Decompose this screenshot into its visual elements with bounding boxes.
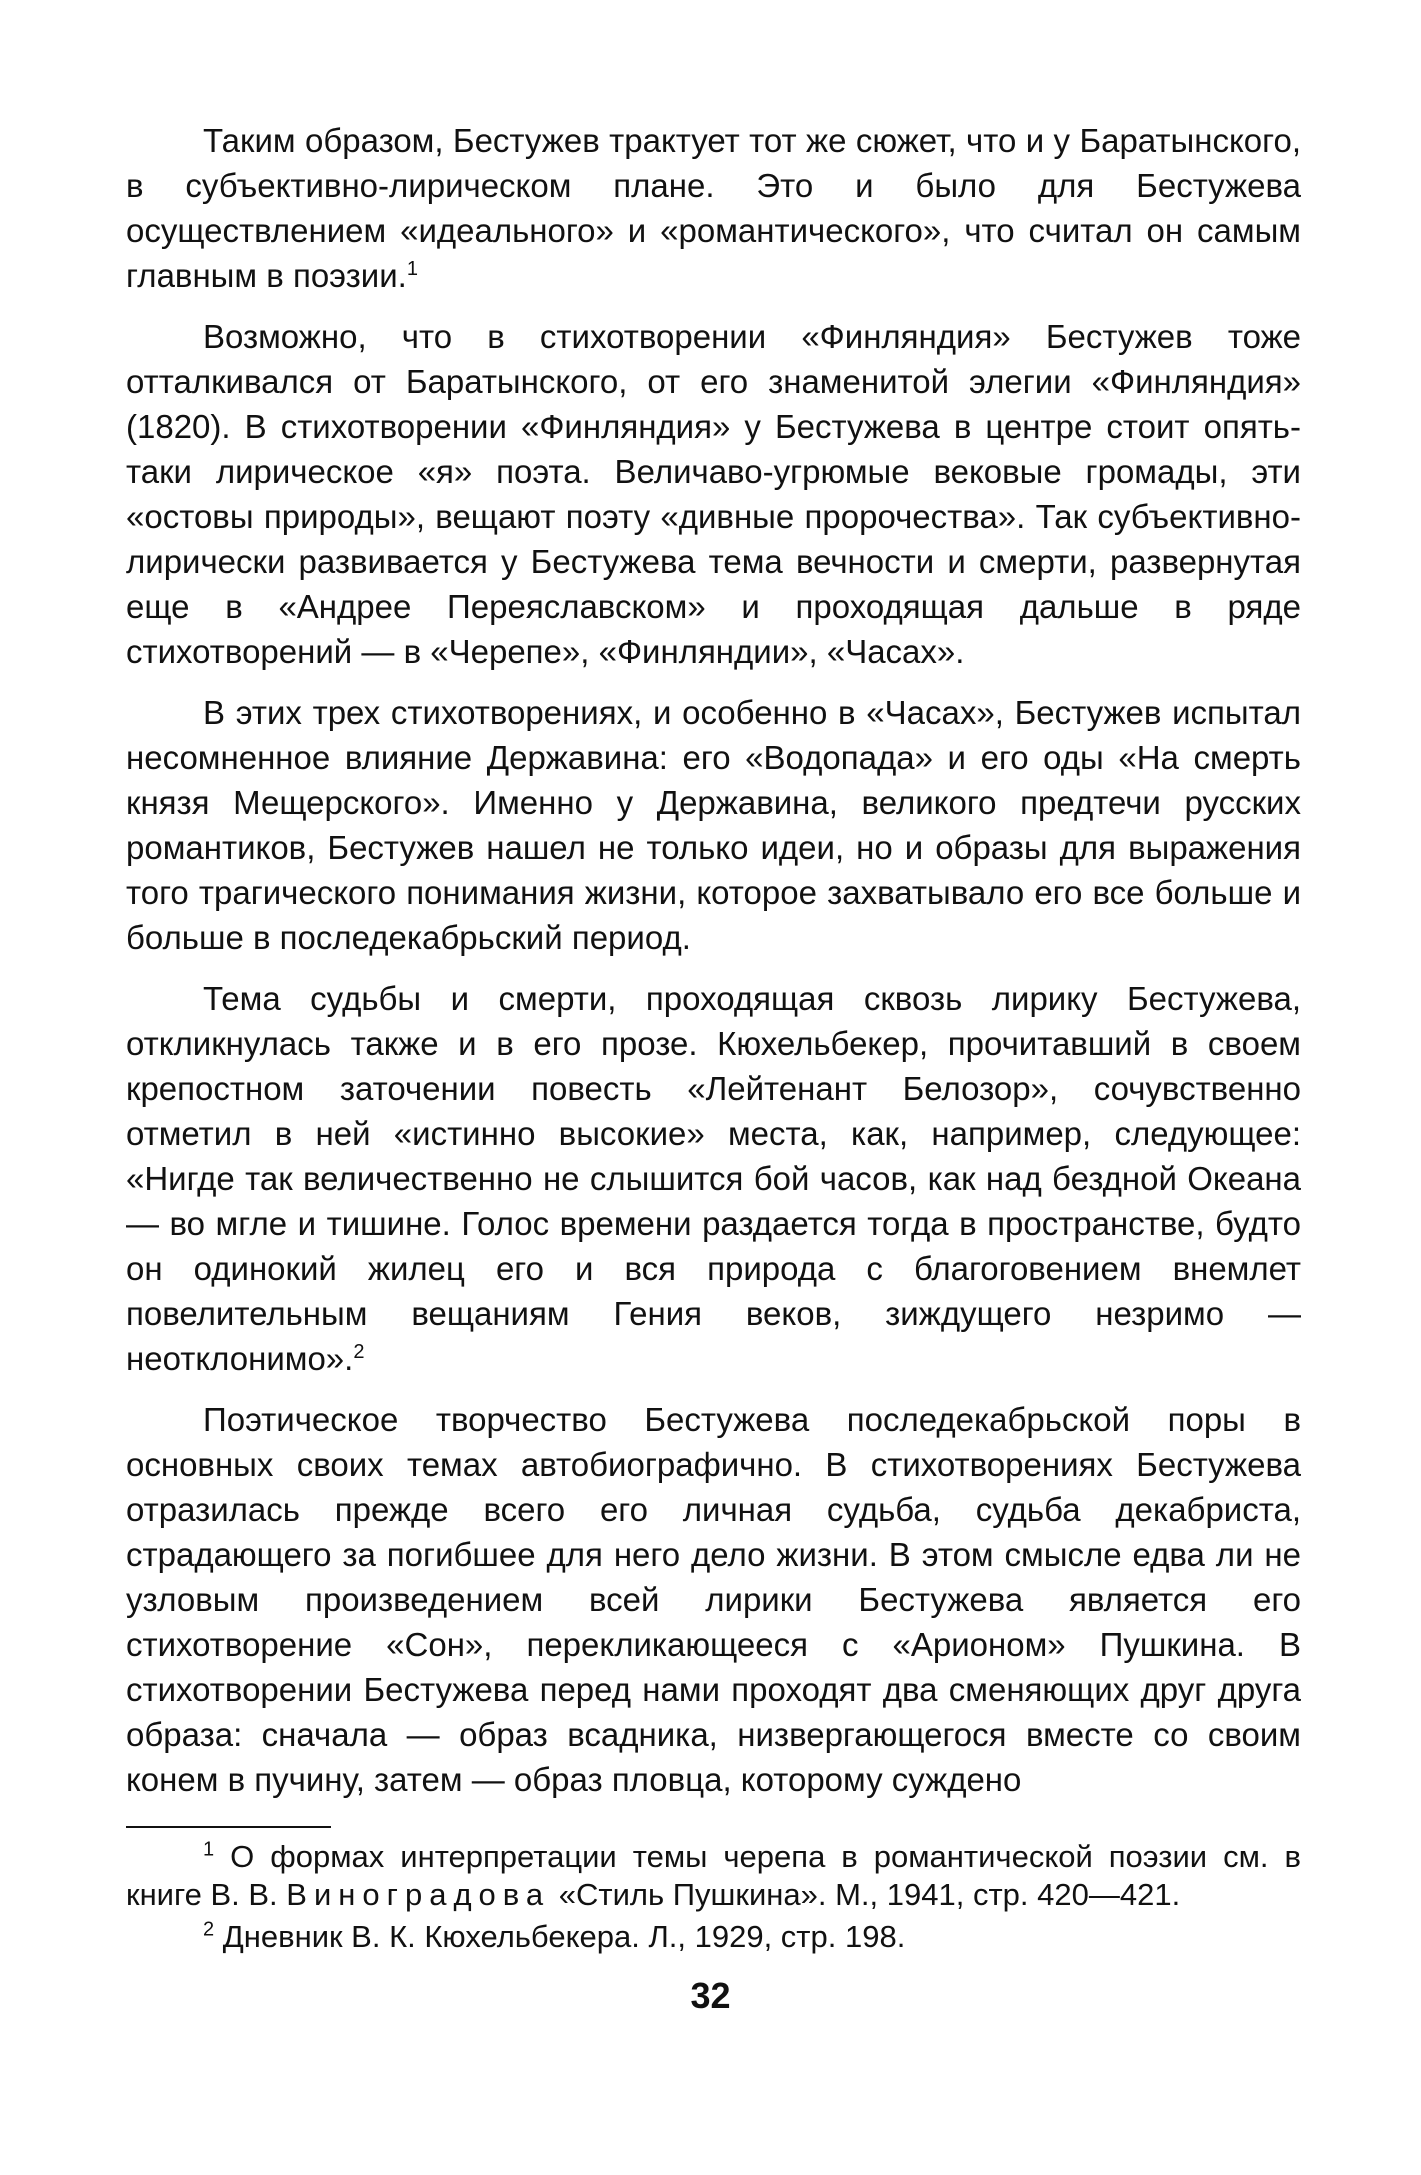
footnote: $^2$ Дневник В. К. Кюхельбекера. Л., 1929, стр. 198. xyxy=(203,1918,906,1954)
paragraph: В этих трех стихотворениях, и особенно в «Часах», Бестужев испытал несомненное влияние Державина: его «Водопада» и его оды «На смерть князя Мещерского». Именно у Державина, великого предтечи русских романтиков, Бестужев нашел не только идеи, но и образы для выражения того трагического понимания жизни, которое захватывало его все больше и больше в последекабрьский период. xyxy=(126,694,1301,956)
spaced-author-name: Виноградова xyxy=(286,1877,551,1912)
paragraph: Возможно, что в стихотворении «Финляндия» Бестужев тоже отталкивался от Баратынского, от его знаменитой элегии «Финляндия» (1820). В стихотворении «Финляндия» у Бестужева в центре стоит опять-таки лирическое «я» поэта. Величаво-угрюмые вековые громады, эти «остовы природы», вещают поэту «дивные пророчества». Так субъективно-лирически развивается у Бестужева тема вечности и смерти, развернутая еще в «Андрее Переяславском» и проходящая дальше в ряде стихотворений — в «Черепе», «Финляндии», «Часах». xyxy=(126,318,1301,670)
footnote-mark: 2 xyxy=(203,1918,215,1941)
footnotes xyxy=(126,1838,1301,1960)
footnote: $^1$ О формах интерпретации темы черепа в романтической поэзии см. в книге В. В. Виноградова «Стиль Пушкина». М., 1941, стр. 420—421. xyxy=(126,1838,1301,1912)
page-number: 32 xyxy=(690,1975,731,2016)
footnote-ref: 1 xyxy=(406,258,418,280)
paragraph: Таким образом, Бестужев трактует тот же сюжет, что и у Баратынского, в субъективно-лирическом плане. Это и было для Бестужева осуществлением «идеального» и «романтического», что считал он самым главным в поэзии.$^1$ xyxy=(126,122,1301,294)
footnote-mark: 1 xyxy=(203,1838,215,1861)
body-text xyxy=(126,118,1301,1818)
footnote-ref: 2 xyxy=(353,1341,365,1363)
paragraph: Тема судьбы и смерти, проходящая сквозь лирику Бестужева, откликнулась также и в его прозе. Кюхельбекер, прочитавший в своем крепостном заточении повесть «Лейтенант Белозор», сочувственно отметил в ней «истинно высокие» места, как, например, следующее: «Нигде так величественно не слышится бой часов, как над бездной Океана — во мгле и тишине. Голос времени раздается тогда в пространстве, будто он одинокий жилец его и вся природа с благоговением внемлет повелительным вещаниям Гения веков, зиждущего незримо — неотклонимо».$^2$ xyxy=(126,980,1301,1377)
footnote-divider xyxy=(126,1826,331,1828)
paragraph: Поэтическое творчество Бестужева последекабрьской поры в основных своих темах автобиографично. В стихотворениях Бестужева отразилась прежде всего его личная судьба, судьба декабриста, страдающего за погибшее для него дело жизни. В этом смысле едва ли не узловым произведением всей лирики Бестужева является его стихотворение «Сон», перекликающееся с «Арионом» Пушкина. В стихотворении Бестужева перед нами проходят два сменяющих друг друга образа: сначала — образ всадника, низвергающегося вместе со своим конем в пучину, затем — образ пловца, которому суждено xyxy=(126,1401,1301,1798)
